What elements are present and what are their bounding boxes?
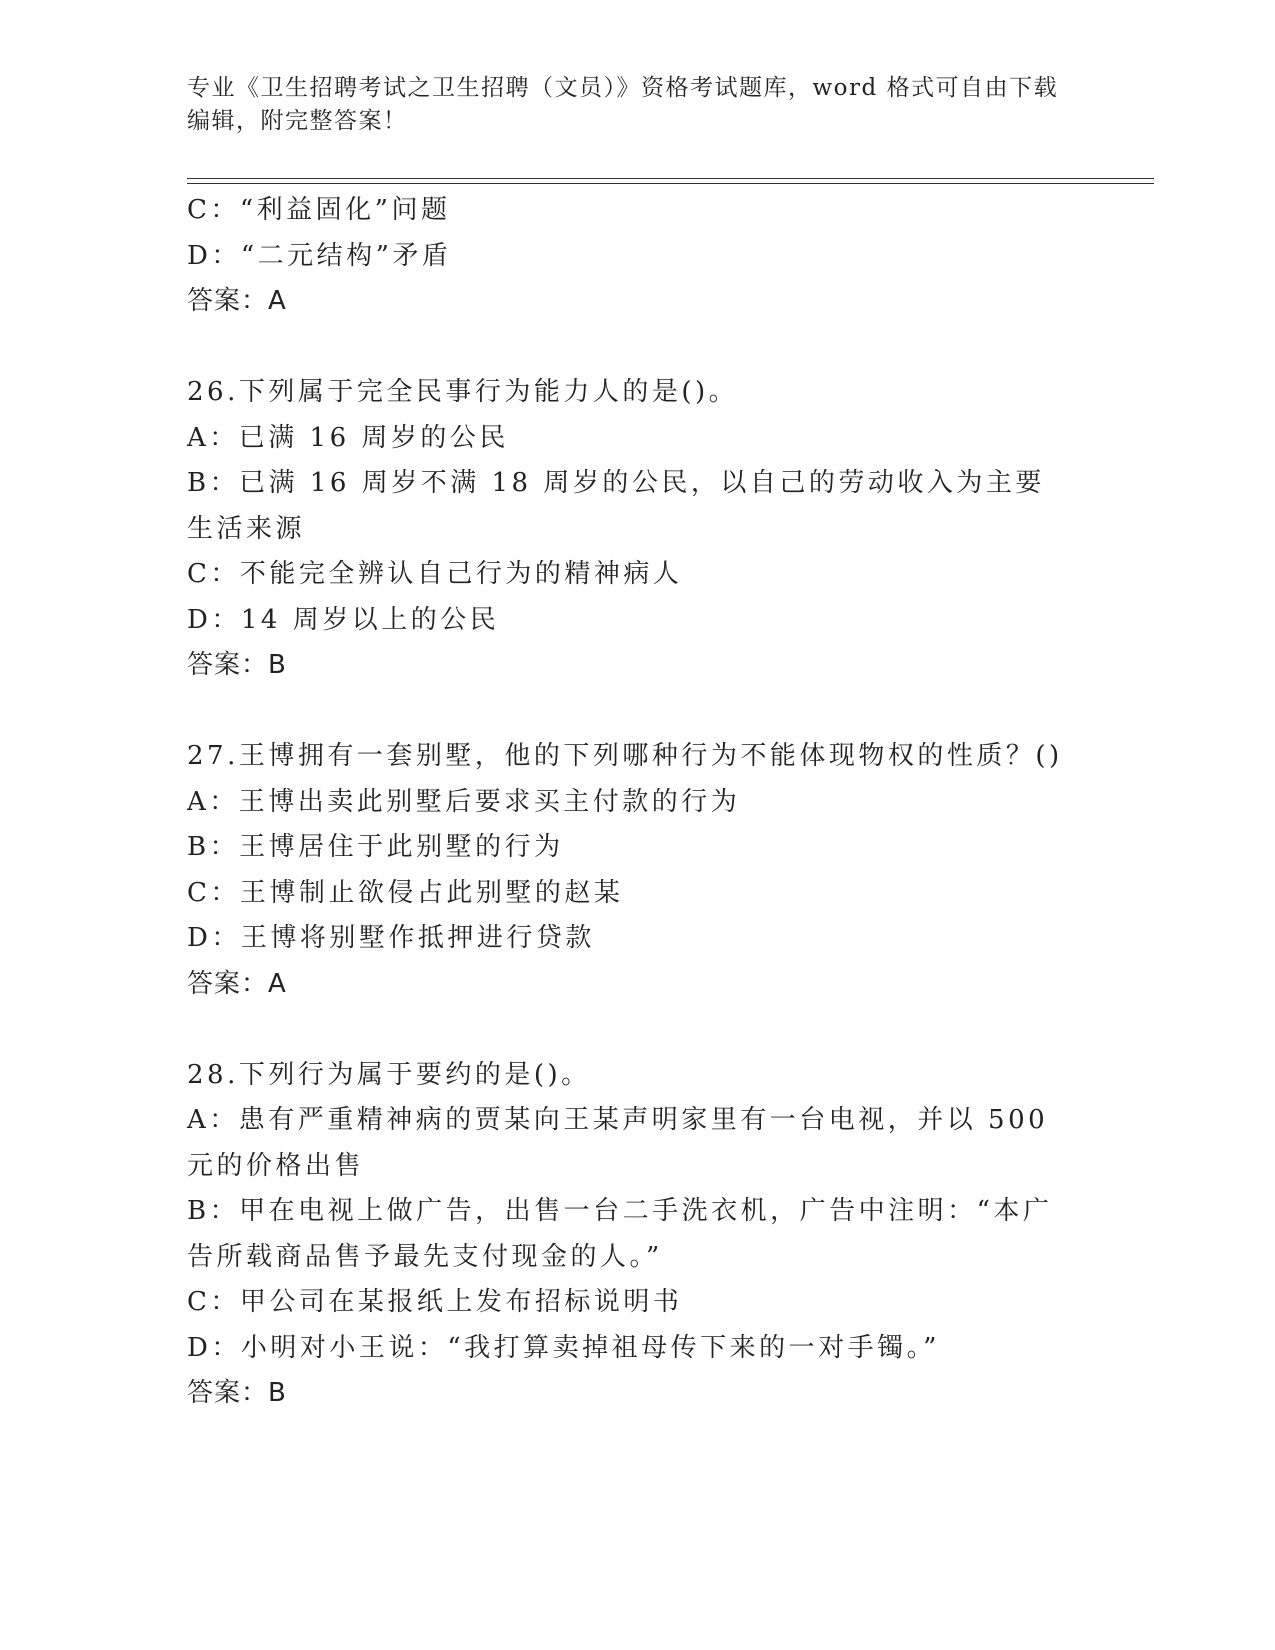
- option-b: B：甲在电视上做广告，出售一台二手洗衣机，广告中注明：“本广告所载商品售予最先支付现金的人。”: [187, 1196, 1053, 1272]
- question-27: [187, 734, 1087, 1007]
- answer-line: 答案：B: [187, 1378, 287, 1408]
- option-b: B：王博居住于此别墅的行为: [187, 832, 564, 862]
- question-list: [187, 188, 1087, 1417]
- option-a: A：王博出卖此别墅后要求买主付款的行为: [187, 786, 741, 817]
- option-c: C：甲公司在某报纸上发布招标说明书: [187, 1287, 683, 1317]
- question-stem: 27.王博拥有一套别墅，他的下列哪种行为不能体现物权的性质？(): [187, 741, 1063, 771]
- question-stem: 26.下列属于完全民事行为能力人的是()。: [187, 377, 739, 407]
- spacer: [187, 689, 1087, 735]
- option-c: C：不能完全辨认自己行为的精神病人: [187, 559, 683, 589]
- question-stem: 28.下列行为属于要约的是()。: [187, 1059, 591, 1090]
- previous-question-tail: [187, 188, 1087, 325]
- answer-line: 答案：B: [187, 650, 287, 680]
- answer-line: 答案：A: [187, 968, 287, 999]
- spacer: [187, 1007, 1087, 1053]
- option-d: D：小明对小王说：“我打算卖掉祖母传下来的一对手镯。”: [187, 1332, 940, 1363]
- question-26: [187, 370, 1087, 689]
- header-divider-bottom: [187, 183, 1154, 184]
- document-header: 专业《卫生招聘考试之卫生招聘（文员）》资格考试题库，word 格式可自由下载编辑，附完整答案！: [187, 75, 1059, 134]
- option-c: C：王博制止欲侵占此别墅的赵某: [187, 877, 624, 908]
- option-d: D：“二元结构”矛盾: [187, 240, 452, 271]
- option-a: A：患有严重精神病的贾某向王某声明家里有一台电视，并以 500 元的价格出售: [187, 1105, 1049, 1181]
- option-b: B：已满 16 周岁不满 18 周岁的公民，以自己的劳动收入为主要生活来源: [187, 468, 1045, 544]
- spacer: [187, 325, 1087, 371]
- option-a: A：已满 16 周岁的公民: [187, 422, 509, 453]
- answer-line: 答案：A: [187, 286, 287, 316]
- option-d: D：王博将别墅作抵押进行贷款: [187, 923, 595, 953]
- header-divider-top: [187, 178, 1154, 179]
- question-28: [187, 1053, 1087, 1417]
- option-d: D：14 周岁以上的公民: [187, 604, 500, 635]
- option-c: C：“利益固化”问题: [187, 195, 451, 225]
